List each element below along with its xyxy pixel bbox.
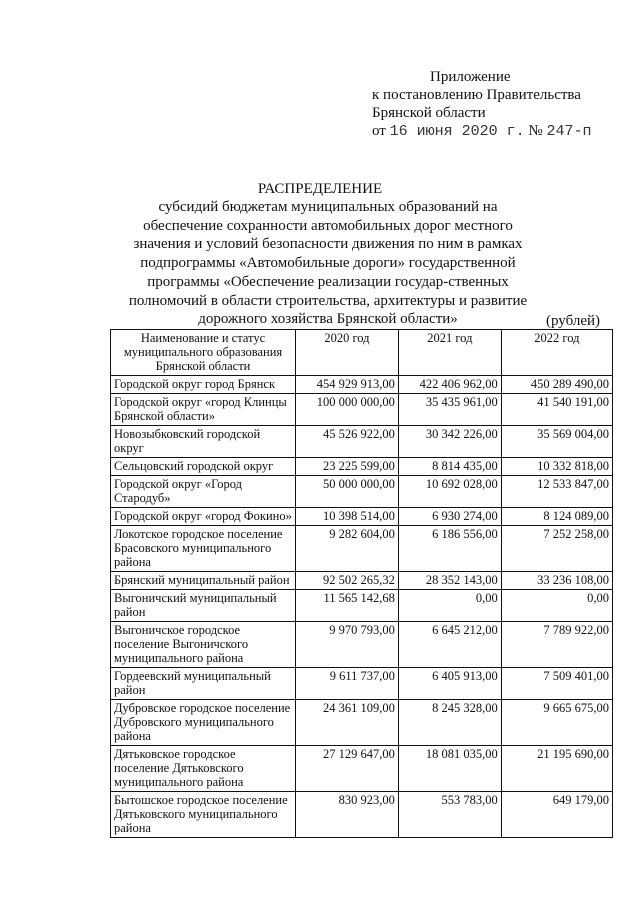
- amount-2020: 92 502 265,32: [296, 572, 399, 590]
- table-row: [111, 700, 613, 746]
- amount-2020: 24 361 109,00: [296, 700, 399, 746]
- amount-2021: 35 435 961,00: [398, 394, 501, 426]
- amount-2021: 0,00: [398, 590, 501, 622]
- amount-2022: 7 509 401,00: [501, 668, 612, 700]
- date-prefix: от: [372, 123, 386, 139]
- municipality-name: Сельцовский городской округ: [111, 458, 296, 476]
- amount-2022: 35 569 004,00: [501, 426, 612, 458]
- header-2020: 2020 год: [296, 330, 399, 376]
- amount-2021: 28 352 143,00: [398, 572, 501, 590]
- amount-2022: 7 252 258,00: [501, 526, 612, 572]
- amount-2020: 23 225 599,00: [296, 458, 399, 476]
- amount-2022: 33 236 108,00: [501, 572, 612, 590]
- amount-2021: 8 245 328,00: [398, 700, 501, 746]
- subsidy-table: [110, 329, 613, 838]
- header-2022: 2022 год: [501, 330, 612, 376]
- table-row: [111, 458, 613, 476]
- table-row: [111, 476, 613, 508]
- amount-2021: 6 645 212,00: [398, 622, 501, 668]
- header-name: Наименование и статус муниципального образования Брянской области: [111, 330, 296, 376]
- date-stamp: 16 июня 2020 г.: [389, 123, 525, 140]
- number-stamp: 247-п: [546, 123, 592, 140]
- table-row: [111, 622, 613, 668]
- amount-2022: 8 124 089,00: [501, 508, 612, 526]
- amount-2021: 6 930 274,00: [398, 508, 501, 526]
- table-row: [111, 376, 613, 394]
- municipality-name: Городской округ «город Фокино»: [111, 508, 296, 526]
- municipality-name: Выгоничский муниципальный район: [111, 590, 296, 622]
- resolution-reference: к постановлению Правительства: [372, 87, 581, 103]
- municipality-name: Городской округ город Брянск: [111, 376, 296, 394]
- municipality-name: Новозыбковский городской округ: [111, 426, 296, 458]
- amount-2021: 553 783,00: [398, 792, 501, 838]
- document-subtitle: субсидий бюджетам муниципальных образований на обеспечение сохранности автомобильных дорог местного значения и условий безопасности движения по ним в рамках подпрограммы «Автомобильные дороги» государственной программы «Обеспечение реализации государ-ственных полномочий в области строительства, архитектуры и развитие дорожного хозяйства Брянской области»: [128, 199, 528, 328]
- region-name: Брянской области: [372, 105, 486, 121]
- table-row: [111, 526, 613, 572]
- amount-2022: 9 665 675,00: [501, 700, 612, 746]
- municipality-name: Локотское городское поселение Брасовского муниципального района: [111, 526, 296, 572]
- amount-2020: 9 282 604,00: [296, 526, 399, 572]
- municipality-name: Дубровское городское поселение Дубровского муниципального района: [111, 700, 296, 746]
- number-label: №: [528, 123, 543, 139]
- amount-2020: 100 000 000,00: [296, 394, 399, 426]
- amount-2020: 9 970 793,00: [296, 622, 399, 668]
- amount-2020: 45 526 922,00: [296, 426, 399, 458]
- amount-2022: 649 179,00: [501, 792, 612, 838]
- municipality-name: Брянский муниципальный район: [111, 572, 296, 590]
- date-line: [372, 122, 591, 141]
- table-row: [111, 508, 613, 526]
- amount-2022: 10 332 818,00: [501, 458, 612, 476]
- municipality-name: Гордеевский муниципальный район: [111, 668, 296, 700]
- amount-2021: 10 692 028,00: [398, 476, 501, 508]
- municipality-name: Городской округ «город Клинцы Брянской области»: [111, 394, 296, 426]
- table-row: [111, 394, 613, 426]
- table-row: [111, 746, 613, 792]
- appendix-label: Приложение: [430, 69, 511, 85]
- table-row: [111, 572, 613, 590]
- amount-2021: 6 186 556,00: [398, 526, 501, 572]
- amount-2020: 830 923,00: [296, 792, 399, 838]
- amount-2021: 422 406 962,00: [398, 376, 501, 394]
- amount-2020: 27 129 647,00: [296, 746, 399, 792]
- amount-2022: 450 289 490,00: [501, 376, 612, 394]
- municipality-name: Дятьковское городское поселение Дятьковского муниципального района: [111, 746, 296, 792]
- municipality-name: Выгоничское городское поселение Выгоничского муниципального района: [111, 622, 296, 668]
- amount-2022: 12 533 847,00: [501, 476, 612, 508]
- units-label: (рублей): [546, 313, 601, 329]
- amount-2021: 6 405 913,00: [398, 668, 501, 700]
- amount-2022: 41 540 191,00: [501, 394, 612, 426]
- municipality-name: Городской округ «Город Стародуб»: [111, 476, 296, 508]
- table-row: [111, 668, 613, 700]
- document-title: РАСПРЕДЕЛЕНИЕ: [257, 181, 383, 197]
- amount-2021: 18 081 035,00: [398, 746, 501, 792]
- amount-2021: 8 814 435,00: [398, 458, 501, 476]
- amount-2022: 0,00: [501, 590, 612, 622]
- amount-2020: 9 611 737,00: [296, 668, 399, 700]
- amount-2020: 11 565 142,68: [296, 590, 399, 622]
- amount-2020: 50 000 000,00: [296, 476, 399, 508]
- table-row: [111, 426, 613, 458]
- table-row: [111, 590, 613, 622]
- amount-2020: 10 398 514,00: [296, 508, 399, 526]
- table-row: [111, 792, 613, 838]
- amount-2022: 7 789 922,00: [501, 622, 612, 668]
- amount-2022: 21 195 690,00: [501, 746, 612, 792]
- amount-2021: 30 342 226,00: [398, 426, 501, 458]
- table-header-row: [111, 330, 613, 376]
- header-2021: 2021 год: [398, 330, 501, 376]
- amount-2020: 454 929 913,00: [296, 376, 399, 394]
- appendix-block: [372, 68, 591, 141]
- municipality-name: Бытошское городское поселение Дятьковского муниципального района: [111, 792, 296, 838]
